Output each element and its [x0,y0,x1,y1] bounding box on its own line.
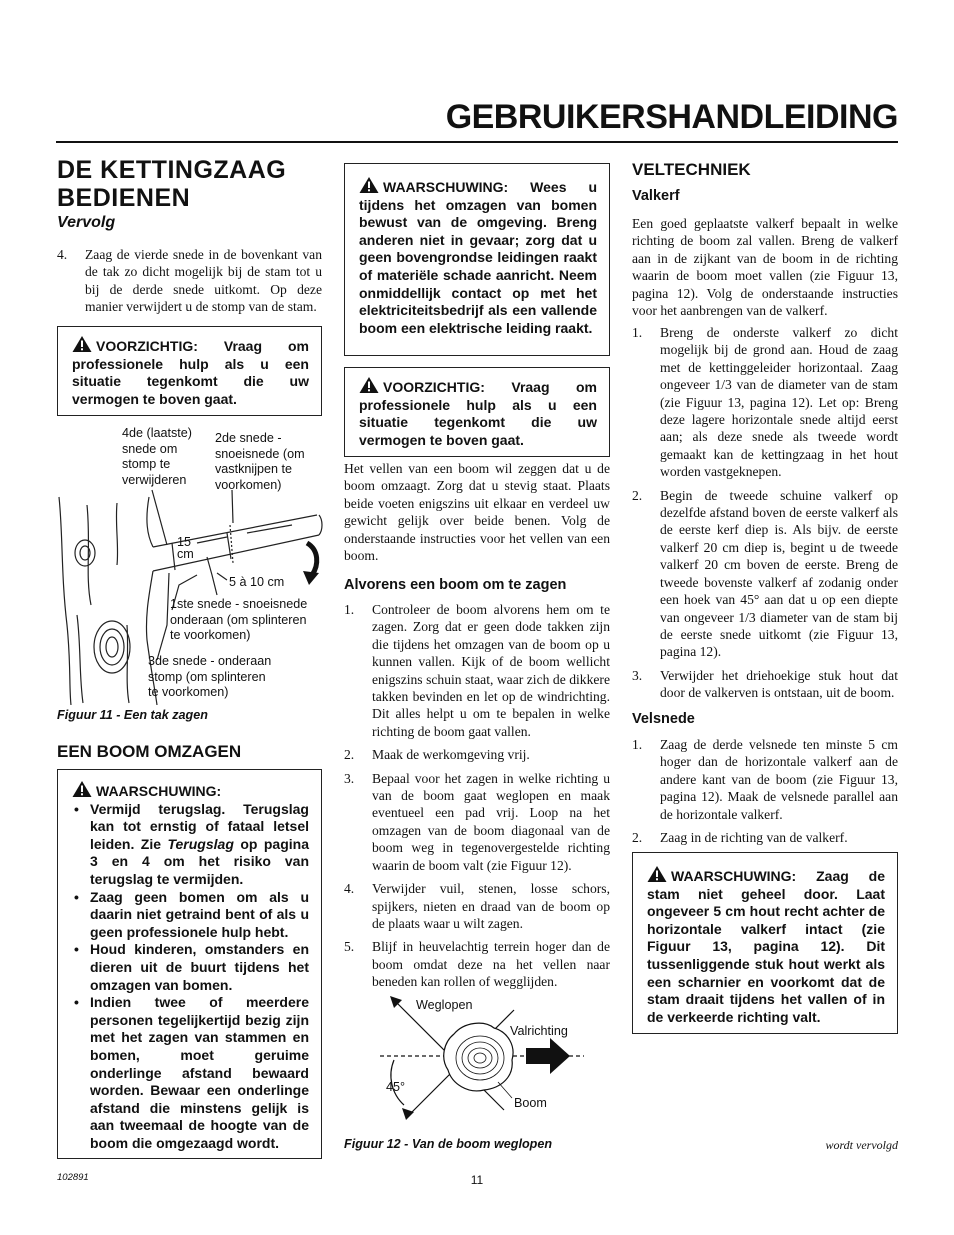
warning-box-right: WAARSCHUWING: Zaag de stam niet geheel door. Laat ongeveer 5 cm hout recht achter de horizontale valkerf intact (zie Figuur 13, pagina 12). Dit tussenliggende stuk hout werkt als een scharnier en voorkomt dat de stam draait tijdens het vallen of in de verkeerde richting valt. [632,852,898,1034]
valkerf-heading: Valkerf [632,188,680,204]
label-boom: Boom [514,1096,547,1110]
list-item: 1. Breng de onderste valkerf zo dicht mogelijk bij de grond aan. Houd de zaag met de kettinggeleider horizontaal. Zaag ongeveer 1/3 van de diameter van de stam (zie Figuur 13, pagina 12). Let op: Breng deze lagere horizontale snede altijd eerst aan; als deze snede als tweede wordt gemaakt kan de kettingzaag in het hout worden vastgeknepen. [632,325,898,480]
list-item: 3. Verwijder het driehoekige stuk hout dat door de valkerven is ontstaan, uit de boom. [632,667,898,701]
figure-12-caption: Figuur 12 - Van de boom weglopen [344,1137,553,1151]
warning-triangle-icon [72,780,92,798]
felling-intro: Het vellen van een boom wil zeggen dat u de boom omzaagt. Zorg dat u stevig staat. Plaats beide voeten enigszins uit elkaar en verdeel uw gewicht gelijk over beide benen. Volg de onderstaande instructies voor het vellen van een boom. [344,461,610,564]
velsnede-heading: Velsnede [632,711,695,727]
list-item: • Vermijd terugslag. Terugslag kan tot ernstig of fataal letsel leiden. Zie Terugslag op pagina 3 en 4 om het risiko van terugslag te vermijden. [72,801,309,889]
list-item: 4. Verwijder vuil, stenen, losse schors, spijkers, nieten en draad van de boom op de plaats waar u wilt zagen. [344,881,610,931]
before-felling-steps [344,601,610,997]
section-heading [57,156,286,212]
valkerf-intro: Een goed geplaatste valkerf bepaalt in welke richting de boom zal vallen. Breng de valkerf aan in de zijkant van de boom in de richting waarin de boom moet vallen (zie Figuur 13, pagina 12). Volg de onderstaande instructies voor het aanbrengen van de valkerf. [632,216,898,319]
label-2de-snede: 2de snede - snoeisnede (om vastknijpen te voorkomen) [215,431,305,492]
figure-11 [57,425,325,705]
alvorens-heading: Alvorens een boom om te zagen [344,577,567,593]
figure-11-caption: Figuur 11 - Een tak zagen [57,708,208,722]
section-heading-line2: BEDIENEN [57,184,191,212]
label-15cm: 15 cm [177,535,194,561]
list-item: • Indien twee of meerdere personen tegelijkertijd bezig zijn met het zagen van stammen en bomen, moet geruime onderlinge afstand bewaard worden. Bewaar een onderlinge afstand die minstens gelijk is aan tweemaal de hoogte van de boom die omgezaagd wordt. [72,994,309,1152]
warning-triangle-icon [359,376,379,394]
warning-triangle-icon [647,865,667,883]
continued-note: wordt vervolgd [825,1138,898,1152]
warning-triangle-icon [359,176,379,194]
list-item: 2. Zaag in de richting van de valkerf. [632,830,848,846]
left-steps [57,246,322,322]
walk-away-diagram [344,990,610,1130]
label-valrichting: Valrichting [510,1024,568,1038]
caution-box-left: VOORZICHTIG: Vraag om professionele hulp als u een situatie tegenkomt die uw vermogen te boven gaat. [57,326,322,416]
section-subheading: Vervolg [57,214,116,231]
list-item: 4. Zaag de vierde snede in de bovenkant van de tak zo dicht mogelijk bij de stam tot u bij de derde snede uitkomt. Op deze manier verwijdert u de stomp van de stam. [57,247,322,315]
page-number: 11 [470,1173,484,1187]
label-45-degrees: 45° [386,1080,406,1094]
label-5-a-10-cm: 5 à 10 cm [229,575,285,589]
list-item: • Zaag geen bomen om als u daarin niet getraind bent of als u geen professionele hulp hebt. [72,889,309,942]
document-number: 102891 [57,1172,89,1183]
velsnede-steps [632,736,898,852]
veltechniek-heading: VELTECHNIEK [632,160,751,179]
warning-box-middle: WAARSCHUWING: Wees u tijdens het omzagen van bomen bewust van de omgeving. Breng anderen niet in gevaar; zorg dat u geen bovengrondse leidingen raakt of materiële schade aanricht. Neem onmiddellijk contact op met het elektriciteitsbedrijf als een vallende boom een elektrische leiding raakt. [344,163,610,356]
label-weglopen: Weglopen [416,998,473,1012]
list-item: 2. Maak de werkomgeving vrij. [344,747,530,763]
valkerf-steps [632,324,898,708]
label-3de-snede: 3de snede - onderaan stomp (om splinteren te voorkomen) [148,654,272,699]
warning-box-left: WAARSCHUWING: • Vermijd terugslag. Terugslag kan tot ernstig of fataal letsel leiden. Zie Terugslag op pagina 3 en 4 om het risiko van terugslag te vermijden. • Zaag geen bomen om als u daarin niet getraind bent of als u geen professionele hulp hebt. • Houd kinderen, omstanders en dieren uit de buurt tijdens het omzagen van bomen. • Indien twee of meerdere personen tegelijkertijd bezig zijn met het zagen van stammen en bomen, moet geruime onderlinge afstand bewaard worden. Bewaar een onderlinge afstand die minstens gelijk is aan tweemaal de hoogte van de boom die omgezaagd wordt. [57,769,322,1159]
list-item: 1. Controleer de boom alvorens hem om te zagen. Zorg dat er geen dode takken zijn die tijdens het omzagen van de boom op u kunnen vallen. Kijk of de boom wellicht enigszins schuin staat, waar zich de dikkere takken bevinden en let op de windrichting. Dit alles helpt u om te bepalen in welke richting de boom gaat vallen. [344,602,610,739]
een-boom-omzagen-heading: EEN BOOM OMZAGEN [57,742,242,761]
label-4de-snede: 4de (laatste) snede om stomp te verwijderen [122,426,193,487]
page-header-title: GEBRUIKERSHANDLEIDING [445,98,898,136]
list-item: • Houd kinderen, omstanders en dieren uit de buurt tijdens het omzagen van bomen. [72,941,309,994]
list-item: 3. Bepaal voor het zagen in welke richting u van de boom gaat weglopen en maak eventueel een pad vrij. Loop na het omzagen van de boom diagonaal van de boom weg in tegenovergestelde richting waarin de boom valt (zie Figuur 12). [344,770,610,873]
warning-triangle-icon [72,335,92,353]
list-item: 1. Zaag de derde velsnede ten minste 5 cm hoger dan de horizontale valkerf aan de andere kant van de boom (zie Figuur 13, pagina 12). Maak de velsnede parallel aan de horizontale valkerf. [632,737,898,822]
warning-bullet-list [72,801,309,1153]
list-item: 5. Blijf in heuvelachtig terrein hoger dan de boom omdat deze na het vellen naar beneden kan rollen of wegglijden. [344,939,610,990]
caution-box-middle: VOORZICHTIG: Vraag om professionele hulp als u een situatie tegenkomt die uw vermogen te boven gaat. [344,367,610,457]
label-1ste-snede: 1ste snede - snoeisnede onderaan (om splinteren te voorkomen) [170,597,308,642]
header-rule [56,141,898,143]
figure-12 [344,990,610,1130]
list-item: 2. Begin de tweede schuine valkerf op dezelfde afstand boven de eerste valkerf als de eerste kerf diep is. Als bijv. de eerste valkerf 20 cm diep is, begint u de tweede valkerf 20 cm boven de eerste. Breng de tweede bovenste valkerf af zodanig onder een hoek van 45° aan dat u op een diepte van ongeveer 1/3 diameter van de stam bij de eerste snede uitkomt (zie Figuur 13, pagina 12). [632,487,898,660]
section-heading-line1: DE KETTINGZAAG [57,156,287,184]
